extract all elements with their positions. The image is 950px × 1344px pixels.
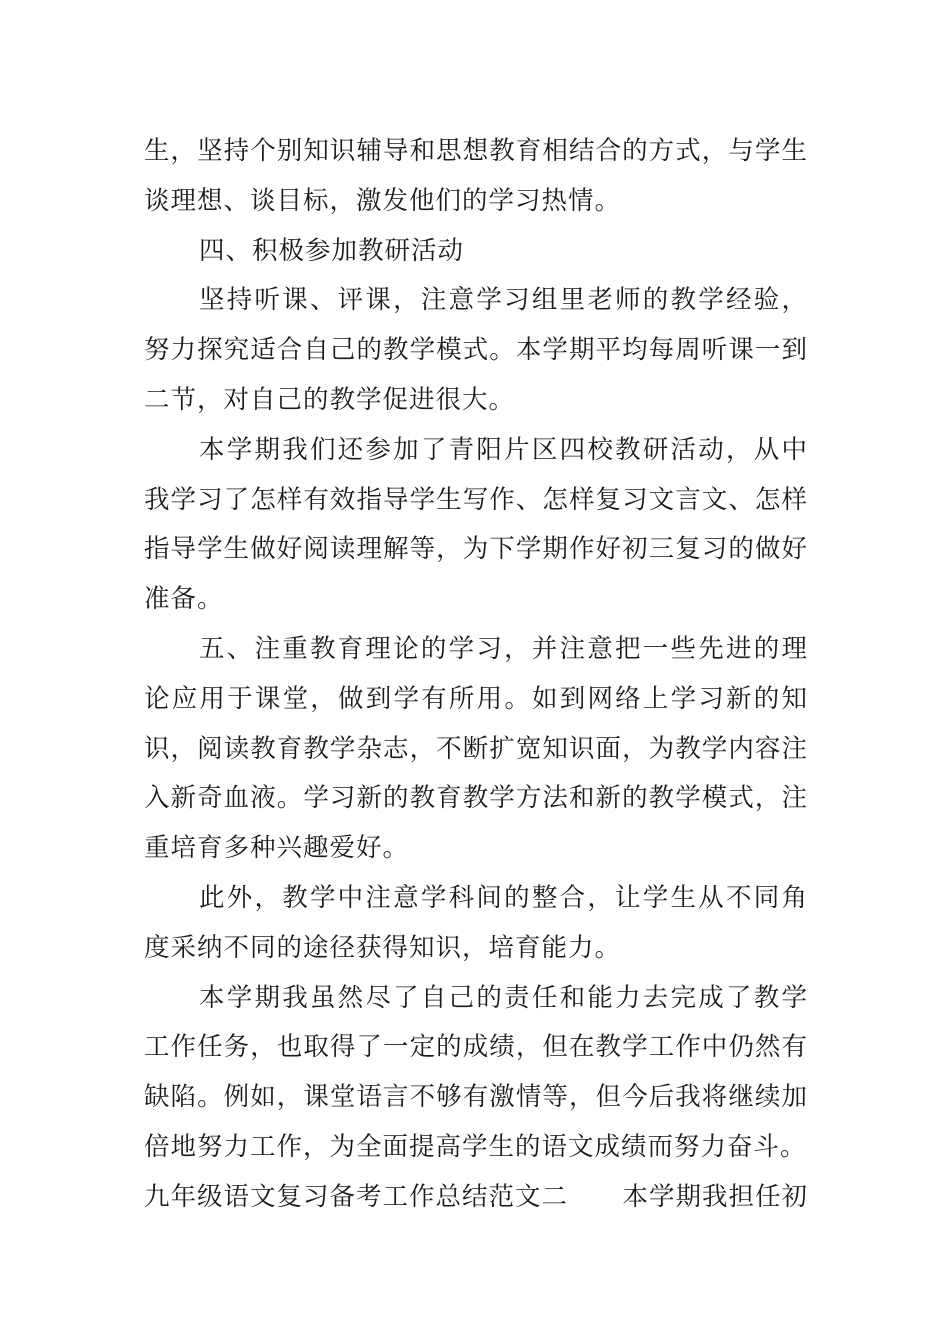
next-section-start: 本学期我担任初: [622, 1181, 808, 1212]
paragraph-lesson-observation: 坚持听课、评课，注意学习组里老师的教学经验，努力探究适合自己的教学模式。本学期平均每周听课一到二节，对自己的教学促进很大。: [144, 285, 808, 415]
paragraph-summary: 本学期我虽然尽了自己的责任和能力去完成了教学工作任务，也取得了一定的成绩，但在教学工作中仍然有缺陷。例如，课堂语言不够有激情等，但今后我将继续加倍地努力工作，为全面提高学生的语文成绩而努力奋斗。: [144, 982, 808, 1162]
heading-four: 四、积极参加教研活动: [199, 235, 465, 266]
paragraph-continuation: 生，坚持个别知识辅导和思想教育相结合的方式，与学生谈理想、谈目标，激发他们的学习热情。: [144, 136, 808, 216]
paragraph-integration: 此外，教学中注意学科间的整合，让学生从不同角度采纳不同的途径获得知识，培育能力。: [144, 882, 808, 963]
paragraph-theory-study: 五、注重教育理论的学习，并注意把一些先进的理论应用于课堂，做到学有所用。如到网络上学习新的知识，阅读教育教学杂志，不断扩宽知识面，为教学内容注入新奇血液。学习新的教育教学方法和新的教学模式，注重培育多种兴趣爱好。: [144, 633, 808, 864]
document-body: [144, 127, 808, 1223]
paragraph-research-activity: 本学期我们还参加了青阳片区四校教研活动，从中我学习了怎样有效指导学生写作、怎样复习文言文、怎样指导学生做好阅读理解等，为下学期作好初三复习的做好准备。: [144, 434, 808, 615]
next-section-title: 九年级语文复习备考工作总结范文二: [144, 1181, 569, 1212]
next-section-line: [144, 1173, 808, 1223]
